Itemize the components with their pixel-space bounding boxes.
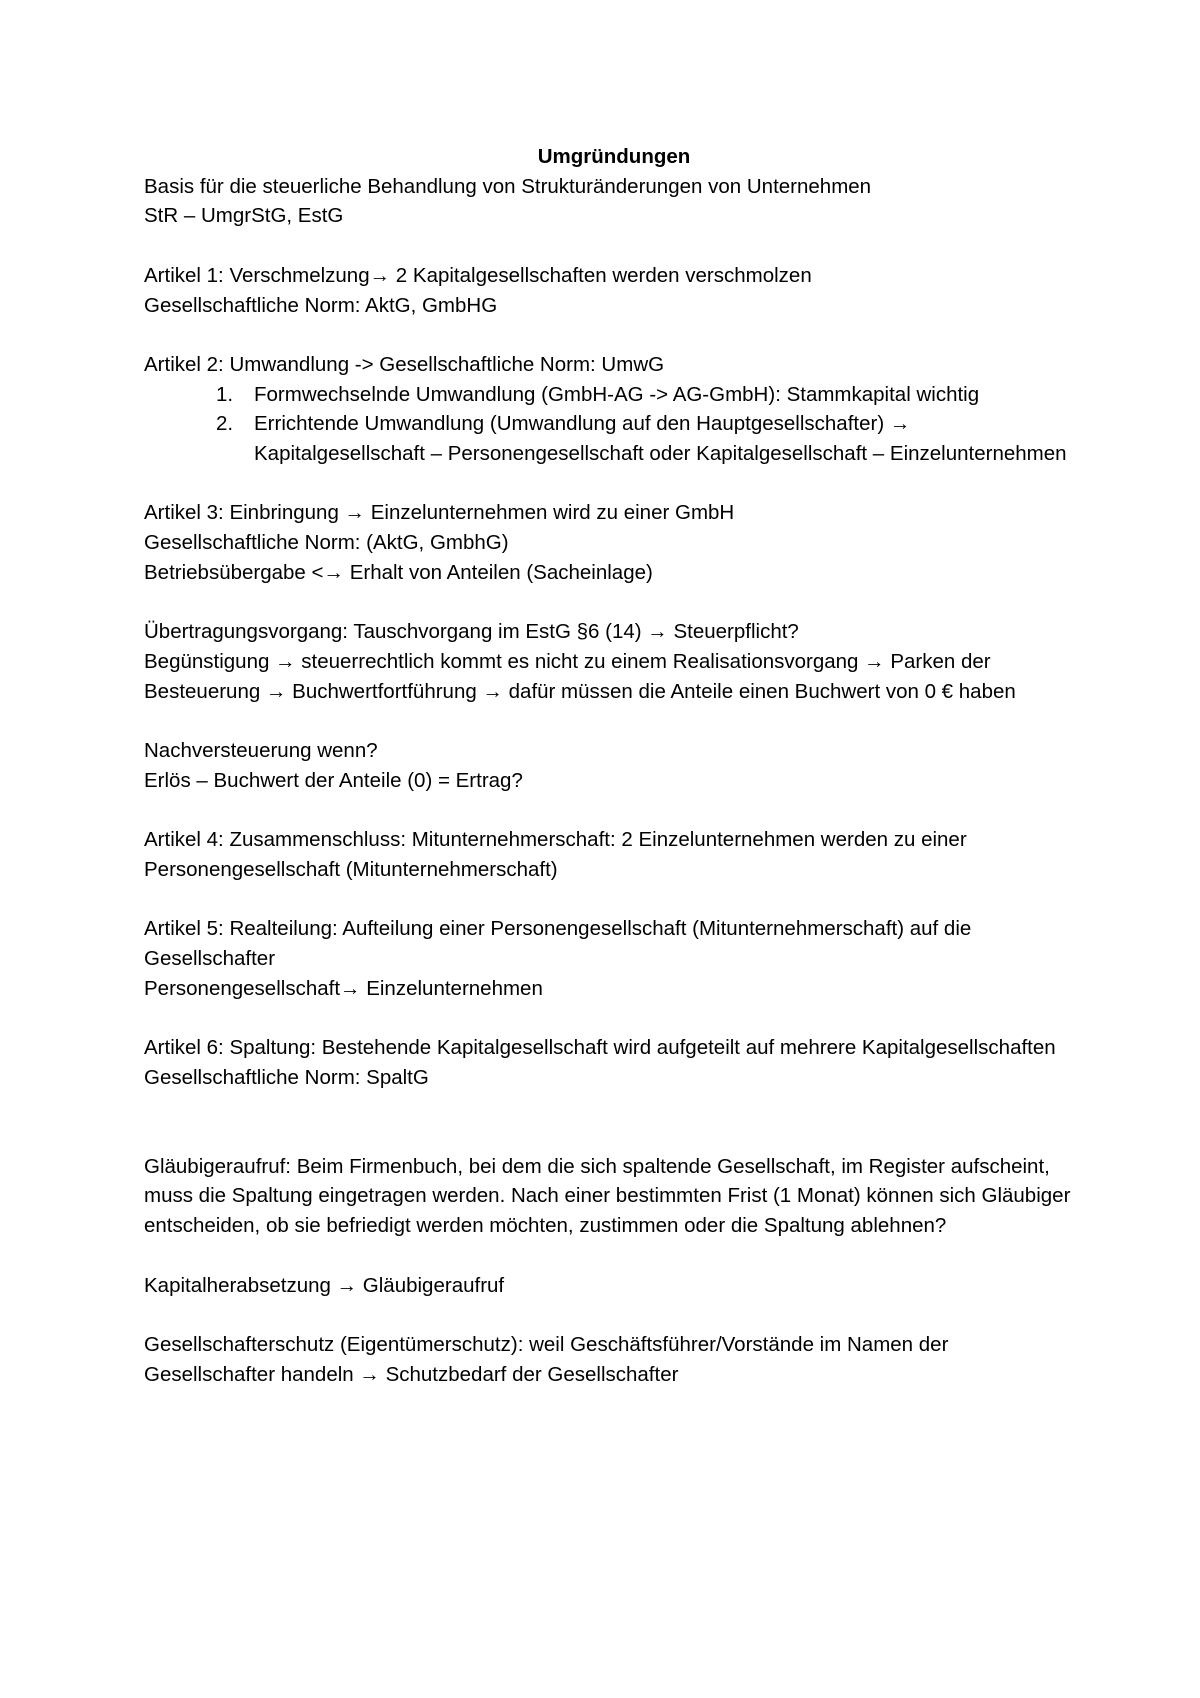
article-6-paragraph: Artikel 6: Spaltung: Bestehende Kapitalgesellschaft wird aufgeteilt auf mehrere Kapitalgesellschaften — [144, 1035, 1056, 1059]
shareholder-protection-paragraph: Gesellschafterschutz (Eigentümerschutz): weil Geschäftsführer/Vorstände im Namen der Gesellschafter handeln → Schutzbedarf der Gesellschafter — [144, 1332, 949, 1386]
spacer — [144, 469, 1084, 499]
creditor-call-paragraph: Gläubigeraufruf: Beim Firmenbuch, bei dem die sich spaltende Gesellschaft, im Register aufscheint, muss die Spaltung eingetragen werden. Nach einer bestimmten Frist (1 Monat) können sich Gläubiger entscheiden, ob sie befriedigt werden möchten, zustimmen oder die Spaltung ablehnen? — [144, 1154, 1071, 1238]
spacer — [144, 231, 1084, 261]
article-3-norm: Gesellschaftliche Norm: (AktG, GmbhG) — [144, 531, 509, 555]
benefit-paragraph: Begünstigung → steuerrechtlich kommt es nicht zu einem Realisationsvorgang → Parken der Besteuerung → Buchwertfortführung → dafür müssen die Anteile einen Buchwert von 0 € haben — [144, 649, 1016, 703]
spacer — [144, 1092, 1084, 1151]
list-item-number: 2. — [216, 412, 234, 436]
after-tax-question: Nachversteuerung wenn? — [144, 738, 378, 762]
intro-line-1: Basis für die steuerliche Behandlung von Strukturänderungen von Unternehmen — [144, 174, 872, 198]
list-item-number: 1. — [216, 382, 234, 406]
transfer-process: Übertragungsvorgang: Tauschvorgang im EstG §6 (14) → Steuerpflicht? — [144, 620, 799, 644]
article-5-line: Personengesellschaft→ Einzelunternehmen — [144, 976, 543, 1000]
article-6-norm: Gesellschaftliche Norm: SpaltG — [144, 1065, 429, 1089]
list-item — [144, 380, 1084, 410]
spacer — [144, 1300, 1084, 1330]
list-item — [144, 409, 1084, 468]
article-2-heading: Artikel 2: Umwandlung -> Gesellschaftliche Norm: UmwG — [144, 352, 665, 376]
document-page — [144, 142, 1084, 1389]
list-item-text: Errichtende Umwandlung (Umwandlung auf den Hauptgesellschafter) → Kapitalgesellschaft – Personengesellschaft oder Kapitalgesellschaft – Einzelunternehmen — [254, 412, 1067, 465]
document-title: Umgründungen — [537, 145, 691, 168]
article-4-paragraph: Artikel 4: Zusammenschluss: Mitunternehmerschaft: 2 Einzelunternehmen werden zu einer Personengesellschaft (Mitunternehmerschaft) — [144, 828, 967, 881]
article-1-norm: Gesellschaftliche Norm: AktG, GmbHG — [144, 293, 498, 317]
article-3-transfer: Betriebsübergabe <→ Erhalt von Anteilen (Sacheinlage) — [144, 560, 653, 584]
list-item-text: Formwechselnde Umwandlung (GmbH-AG -> AG-GmbH): Stammkapital wichtig — [254, 382, 980, 406]
article-1-heading: Artikel 1: Verschmelzung→ 2 Kapitalgesellschaften werden verschmolzen — [144, 263, 812, 287]
intro-line-2: StR – UmgrStG, EstG — [144, 204, 344, 228]
spacer — [144, 588, 1084, 618]
spacer — [144, 320, 1084, 350]
article-2-list — [144, 380, 1084, 469]
spacer — [144, 1003, 1084, 1033]
after-tax-formula: Erlös – Buchwert der Anteile (0) = Ertrag? — [144, 768, 523, 792]
article-5-paragraph: Artikel 5: Realteilung: Aufteilung einer Personengesellschaft (Mitunternehmerschaft) auf die Gesellschafter — [144, 917, 972, 970]
spacer — [144, 706, 1084, 736]
spacer — [144, 795, 1084, 825]
article-3-heading: Artikel 3: Einbringung → Einzelunternehmen wird zu einer GmbH — [144, 501, 735, 525]
capital-reduction-line: Kapitalherabsetzung → Gläubigeraufruf — [144, 1273, 505, 1297]
spacer — [144, 1241, 1084, 1271]
spacer — [144, 884, 1084, 914]
